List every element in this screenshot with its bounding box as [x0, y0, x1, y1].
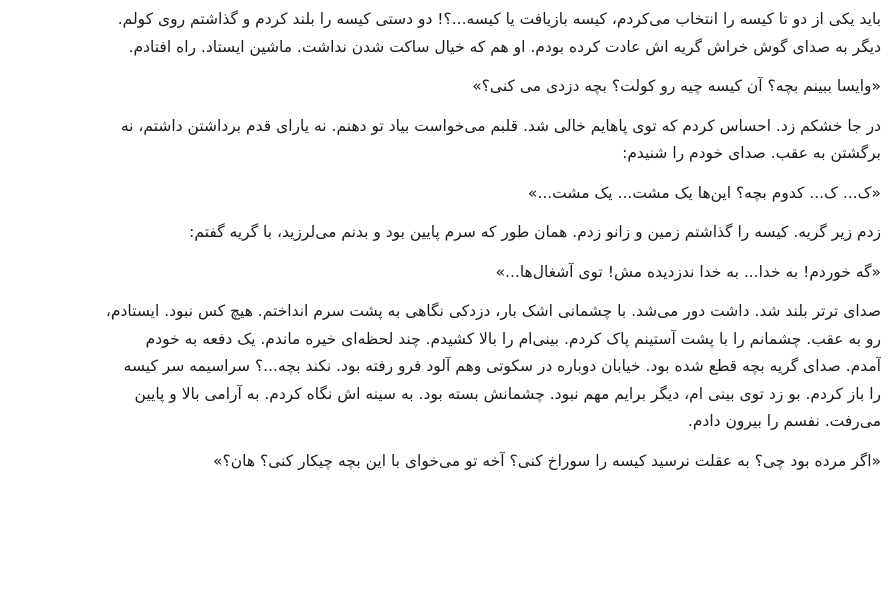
dialogue-quote-1 [10, 73, 881, 101]
paragraph-line: زدم زیر گریه. کیسه را گذاشتم زمین و زانو زدم. همان طور که سرم پایین بود و بدنم می‌لرزید، با گریه گفتم: [189, 223, 881, 241]
dialogue-quote-3 [10, 259, 881, 287]
dialogue-quote-4 [10, 448, 881, 476]
paragraph-2 [10, 113, 881, 168]
paragraph-line: باید یکی از دو تا کیسه را انتخاب می‌کردم، کیسه بازیافت یا کیسه...؟! دو دستی کیسه را بلند کردم و گذاشتم روی کولم. [117, 10, 881, 28]
paragraph-line: «وایسا ببینم بچه؟ آن کیسه چیه رو کولت؟ بچه دزدی می کنی؟» [472, 77, 881, 95]
paragraph-line: «ک... ک... کدوم بچه؟ این‌ها یک مشت... یک مشت...» [527, 183, 881, 202]
dialogue-quote-2 [10, 180, 881, 208]
paragraph-line: «اگر مرده بود چی؟ به عقلت نرسید کیسه را سوراخ کنی؟ آخه تو می‌خوای با این بچه چیکار کنی؟ هان؟» [213, 451, 881, 470]
paragraph-line: را باز کردم. بو زد توی بینی ام، دیگر برایم مهم نبود. چشمانش بسته بود. به سینه اش نگاه کردم. به آرامی بالا و پایین [134, 384, 881, 403]
paragraph-line: «گه خوردم! به خدا... به خدا ندزدیده مش! توی آشغال‌ها...» [495, 262, 881, 281]
paragraph-3 [10, 219, 881, 247]
paragraph-line: صدای ترتر بلند شد. داشت دور می‌شد. با چشمانی اشک بار، دزدکی نگاهی به پشت سرم انداختم. هیچ کس نبود. ایستادم، [105, 302, 881, 320]
paragraph-line: برگشتن به عقب. صدای خودم را شنیدم: [622, 144, 881, 162]
paragraph-4 [10, 298, 881, 436]
paragraph-line: در جا خشکم زد. احساس کردم که توی پاهایم خالی شد. قلبم می‌خواست بیاد تو دهنم. نه یارای قدم برداشتن داشتم، نه [120, 116, 881, 135]
paragraph-line: رو به عقب. چشمانم را با پشت آستینم پاک کردم. بینی‌ام را بالا کشیدم. چند لحظه‌ای خیره ماندم. یک دفعه به خودم [145, 329, 881, 348]
paragraph-line: می‌رفت. نفسم را بیرون دادم. [687, 412, 881, 430]
paragraph-line: آمدم. صدای گریه بچه قطع شده بود. خیابان دوباره در سکوتی وهم آلود فرو رفته بود. نکند بچه...؟ سراسیمه سر کیسه [123, 357, 881, 375]
paragraph-line: دیگر به صدای گوش خراش گریه اش عادت کرده بودم. او هم که خیال ساکت شدن نداشت. ماشین ایستاد. راه افتادم. [128, 37, 881, 56]
paragraph-1 [10, 6, 881, 61]
